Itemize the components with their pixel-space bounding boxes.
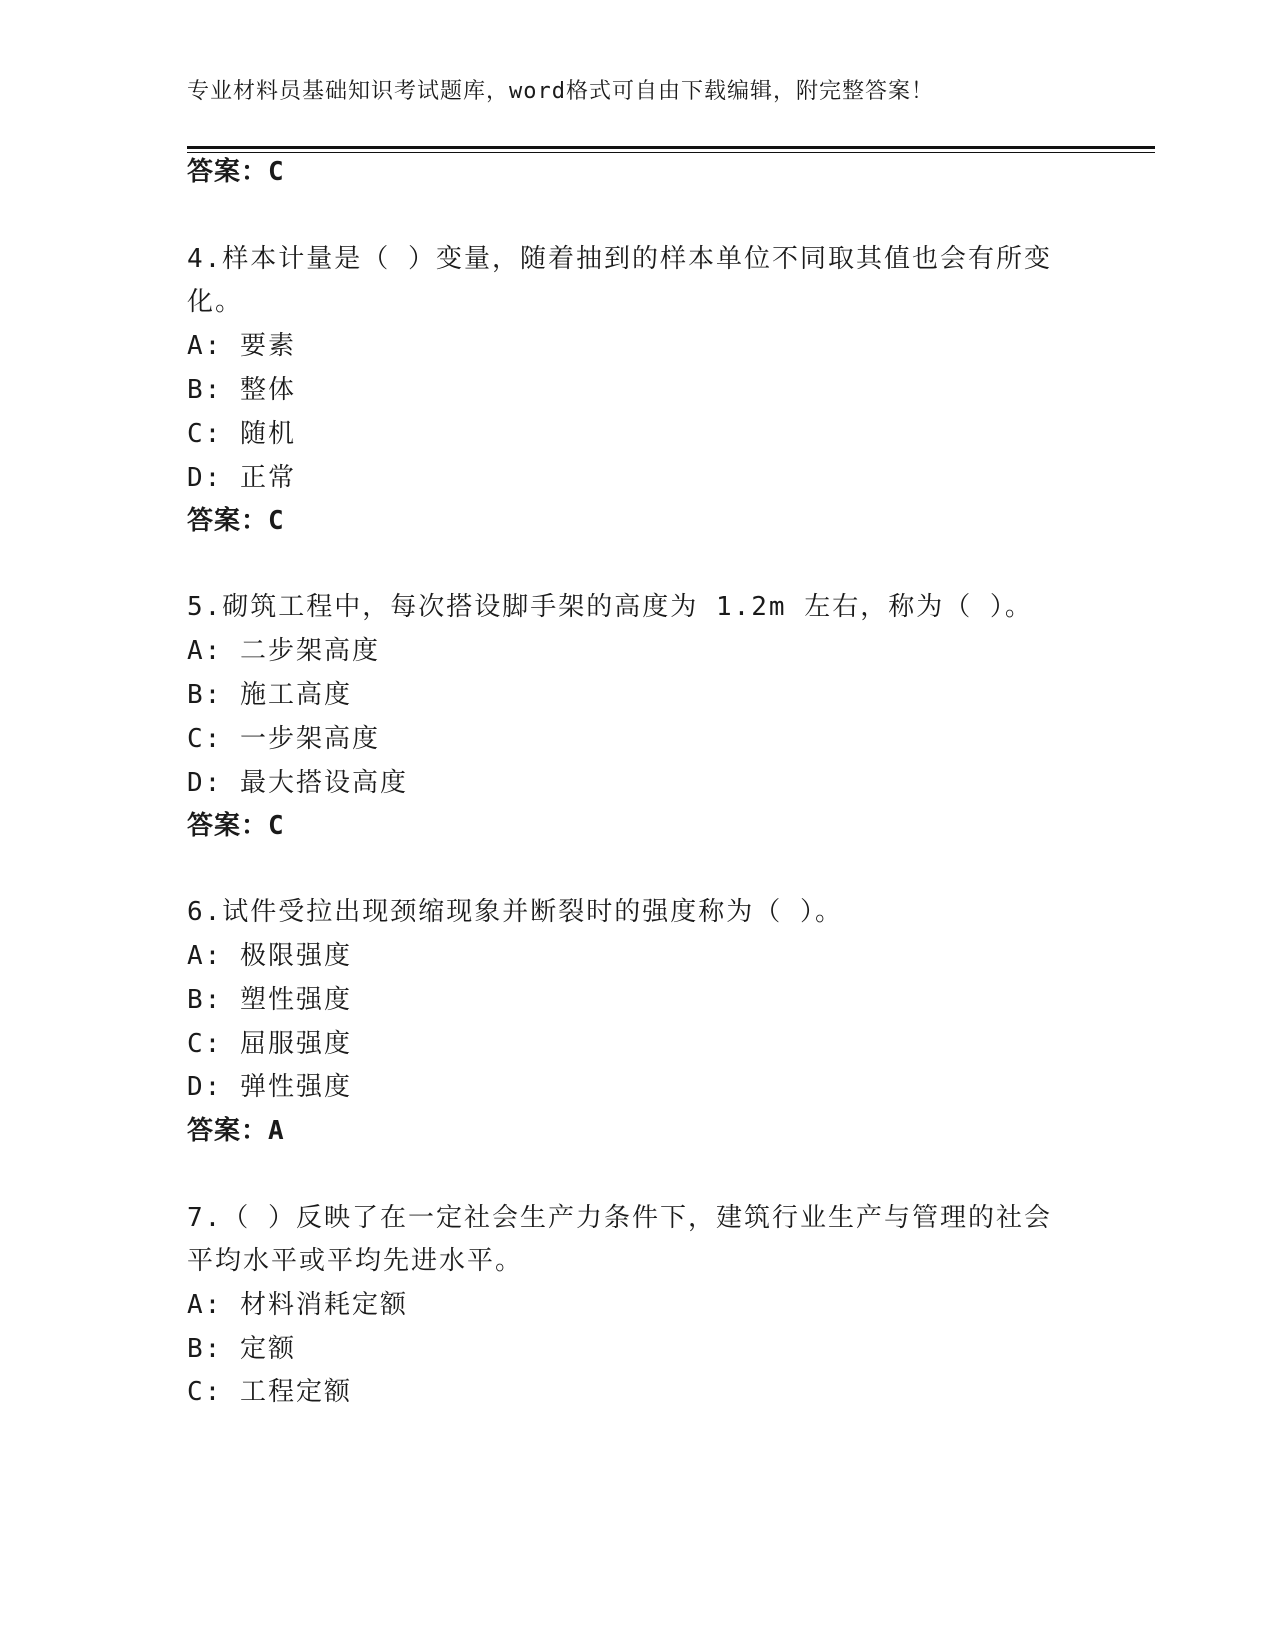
question-6-option-a: A: 极限强度 — [187, 941, 352, 971]
question-4-option-a: A: 要素 — [187, 331, 296, 361]
question-5-option-b: B: 施工高度 — [187, 680, 352, 710]
question-5-option-d: D: 最大搭设高度 — [187, 768, 408, 798]
question-6-option-b: B: 塑性强度 — [187, 985, 352, 1015]
answer-line: 答案：C — [187, 157, 285, 187]
header-rule-thick — [187, 146, 1155, 149]
question-4-option-c: C: 随机 — [187, 419, 296, 449]
question-4-option-d: D: 正常 — [187, 463, 296, 493]
question-5-option-c: C: 一步架高度 — [187, 724, 380, 754]
question-6-stem: 6.试件受拉出现颈缩现象并断裂时的强度称为（ ）。 — [187, 897, 843, 927]
question-6-answer: 答案：A — [187, 1116, 285, 1146]
question-6-option-d: D: 弹性强度 — [187, 1072, 352, 1102]
question-5-stem: 5.砌筑工程中，每次搭设脚手架的高度为 1.2m 左右，称为（ ）。 — [187, 592, 1033, 622]
question-7-stem: 7.（ ）反映了在一定社会生产力条件下，建筑行业生产与管理的社会 — [187, 1203, 1052, 1233]
question-4-option-b: B: 整体 — [187, 375, 296, 405]
question-7-option-b: B: 定额 — [187, 1334, 296, 1364]
question-6-option-c: C: 屈服强度 — [187, 1029, 352, 1059]
page-header: 专业材料员基础知识考试题库，word格式可自由下载编辑，附完整答案！ — [187, 79, 934, 104]
question-4-answer: 答案：C — [187, 506, 285, 536]
question-5-option-a: A: 二步架高度 — [187, 636, 380, 666]
question-7-stem-cont: 平均水平或平均先进水平。 — [187, 1246, 524, 1276]
question-4-stem-cont: 化。 — [187, 287, 244, 317]
question-5-answer: 答案：C — [187, 811, 285, 841]
header-rule-thin — [187, 152, 1155, 153]
question-7-option-a: A: 材料消耗定额 — [187, 1290, 408, 1320]
question-4-stem: 4.样本计量是（ ）变量，随着抽到的样本单位不同取其值也会有所变 — [187, 244, 1052, 274]
question-7-option-c: C: 工程定额 — [187, 1377, 352, 1407]
